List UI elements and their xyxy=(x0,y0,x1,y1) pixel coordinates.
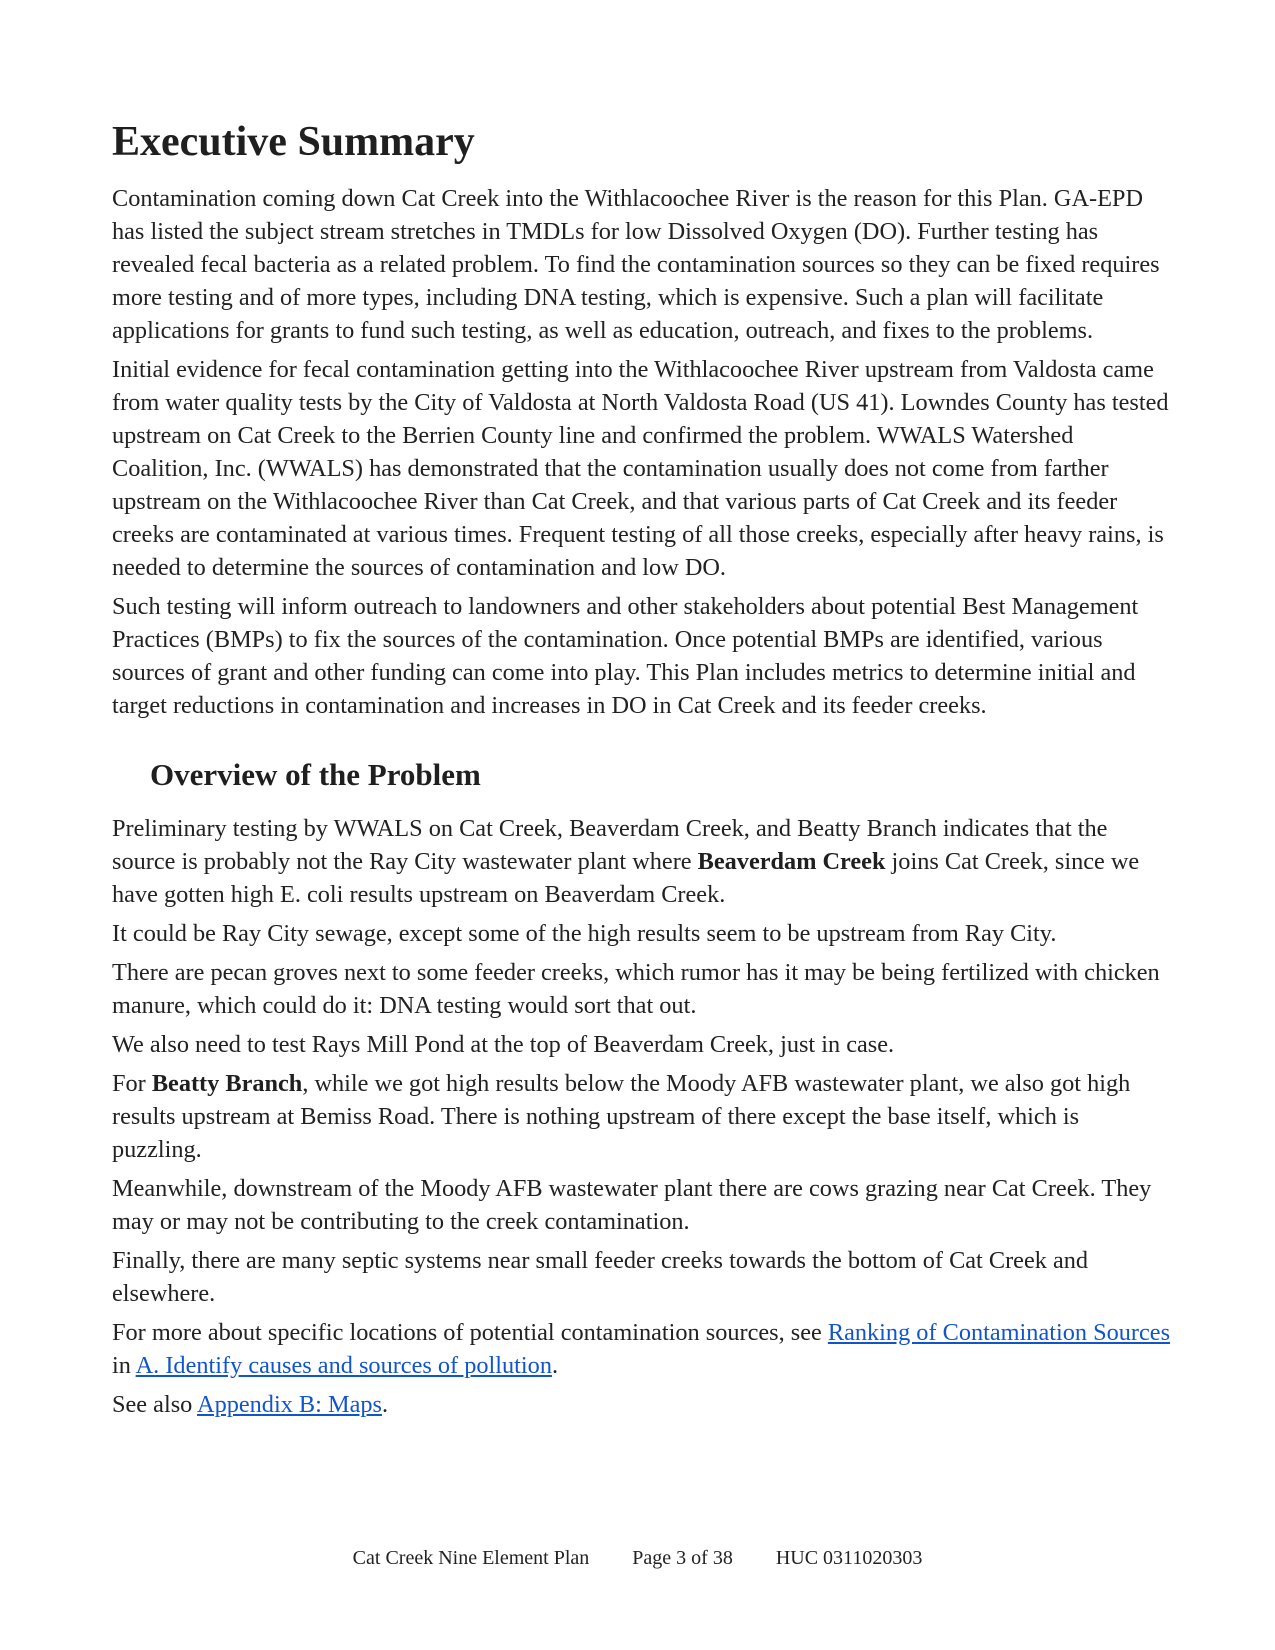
bold-term-beaverdam-creek: Beaverdam Creek xyxy=(697,848,886,875)
page-footer xyxy=(0,1545,1275,1571)
text-run: joins Cat Creek, since we have gotten high E. coli results upstream on Beaverdam Creek. xyxy=(112,848,1140,908)
overview-paragraph-9 xyxy=(112,1388,1172,1421)
overview-heading: Overview of the Problem xyxy=(150,757,481,792)
overview-paragraph-6: Meanwhile, downstream of the Moody AFB wastewater plant there are cows grazing near Cat Creek. They may or may not be contributing to the creek contamination. xyxy=(112,1175,1152,1235)
overview-paragraph-3: There are pecan groves next to some feeder creeks, which rumor has it may be being fertilized with chicken manure, which could do it: DNA testing would sort that out. xyxy=(112,959,1160,1019)
exec-summary-paragraph-1: Contamination coming down Cat Creek into the Withlacoochee River is the reason for this Plan. GA-EPD has listed the subject stream stretches in TMDLs for low Dissolved Oxygen (DO). Further testing has revealed fecal bacteria as a related problem. To find the contamination sources so they can be fixed requires more testing and of more types, including DNA testing, which is expensive. Such a plan will facilitate applications for grants to fund such testing, as well as education, outreach, and fixes to the problems. xyxy=(112,185,1160,344)
overview-paragraph-4: We also need to test Rays Mill Pond at the top of Beaverdam Creek, just in case. xyxy=(112,1031,895,1058)
overview-paragraph-8 xyxy=(112,1316,1172,1382)
overview-paragraph-1 xyxy=(112,812,1172,911)
text-run: in xyxy=(112,1352,136,1379)
overview-paragraph-7: Finally, there are many septic systems near small feeder creeks towards the bottom of Cat Creek and elsewhere. xyxy=(112,1247,1089,1307)
page-title: Executive Summary xyxy=(112,119,475,165)
text-run: For xyxy=(112,1070,152,1097)
text-run: For more about specific locations of potential contamination sources, see xyxy=(112,1319,828,1346)
identify-causes-link[interactable]: A. Identify causes and sources of pollution xyxy=(135,1352,552,1379)
exec-summary-paragraph-3: Such testing will inform outreach to landowners and other stakeholders about potential Best Management Practices (BMPs) to fix the sources of the contamination. Once potential BMPs are identified, various sources of grant and other funding can come into play. This Plan includes metrics to determine initial and target reductions in contamination and increases in DO in Cat Creek and its feeder creeks. xyxy=(112,593,1139,719)
exec-summary-paragraph-2: Initial evidence for fecal contamination getting into the Withlacoochee River upstream from Valdosta came from water quality tests by the City of Valdosta at North Valdosta Road (US 41). Lowndes County has tested upstream on Cat Creek to the Berrien County line and confirmed the problem. WWALS Watershed Coalition, Inc. (WWALS) has demonstrated that the contamination usually does not come from farther upstream on the Withlacoochee River than Cat Creek, and that various parts of Cat Creek and its feeder creeks are contaminated at various times. Frequent testing of all those creeks, especially after heavy rains, is needed to determine the sources of contamination and low DO. xyxy=(112,356,1169,581)
page-content xyxy=(112,118,1172,1427)
footer-page-number: Page 3 of 38 xyxy=(632,1547,733,1569)
ranking-contamination-sources-link[interactable]: Ranking of Contamination Sources xyxy=(827,1319,1171,1346)
overview-paragraph-2: It could be Ray City sewage, except some of the high results seem to be upstream from Ray City. xyxy=(112,920,1057,947)
text-run: , while we got high results below the Moody AFB wastewater plant, we also got high results upstream at Bemiss Road. There is nothing upstream of there except the base itself, which is puzzling. xyxy=(112,1070,1131,1163)
bold-term-beatty-branch: Beatty Branch xyxy=(151,1070,303,1097)
footer-document-title: Cat Creek Nine Element Plan xyxy=(352,1547,590,1569)
overview-paragraph-5 xyxy=(112,1067,1172,1166)
appendix-b-maps-link[interactable]: Appendix B: Maps xyxy=(197,1391,382,1418)
text-run: . xyxy=(551,1352,559,1379)
text-run: See also xyxy=(112,1391,198,1418)
text-run: . xyxy=(381,1391,389,1418)
text-run: Preliminary testing by WWALS on Cat Creek, Beaverdam Creek, and Beatty Branch indicates that the source is probably not the Ray City wastewater plant where xyxy=(112,815,1108,875)
footer-huc-code: HUC 0311020303 xyxy=(775,1547,923,1569)
